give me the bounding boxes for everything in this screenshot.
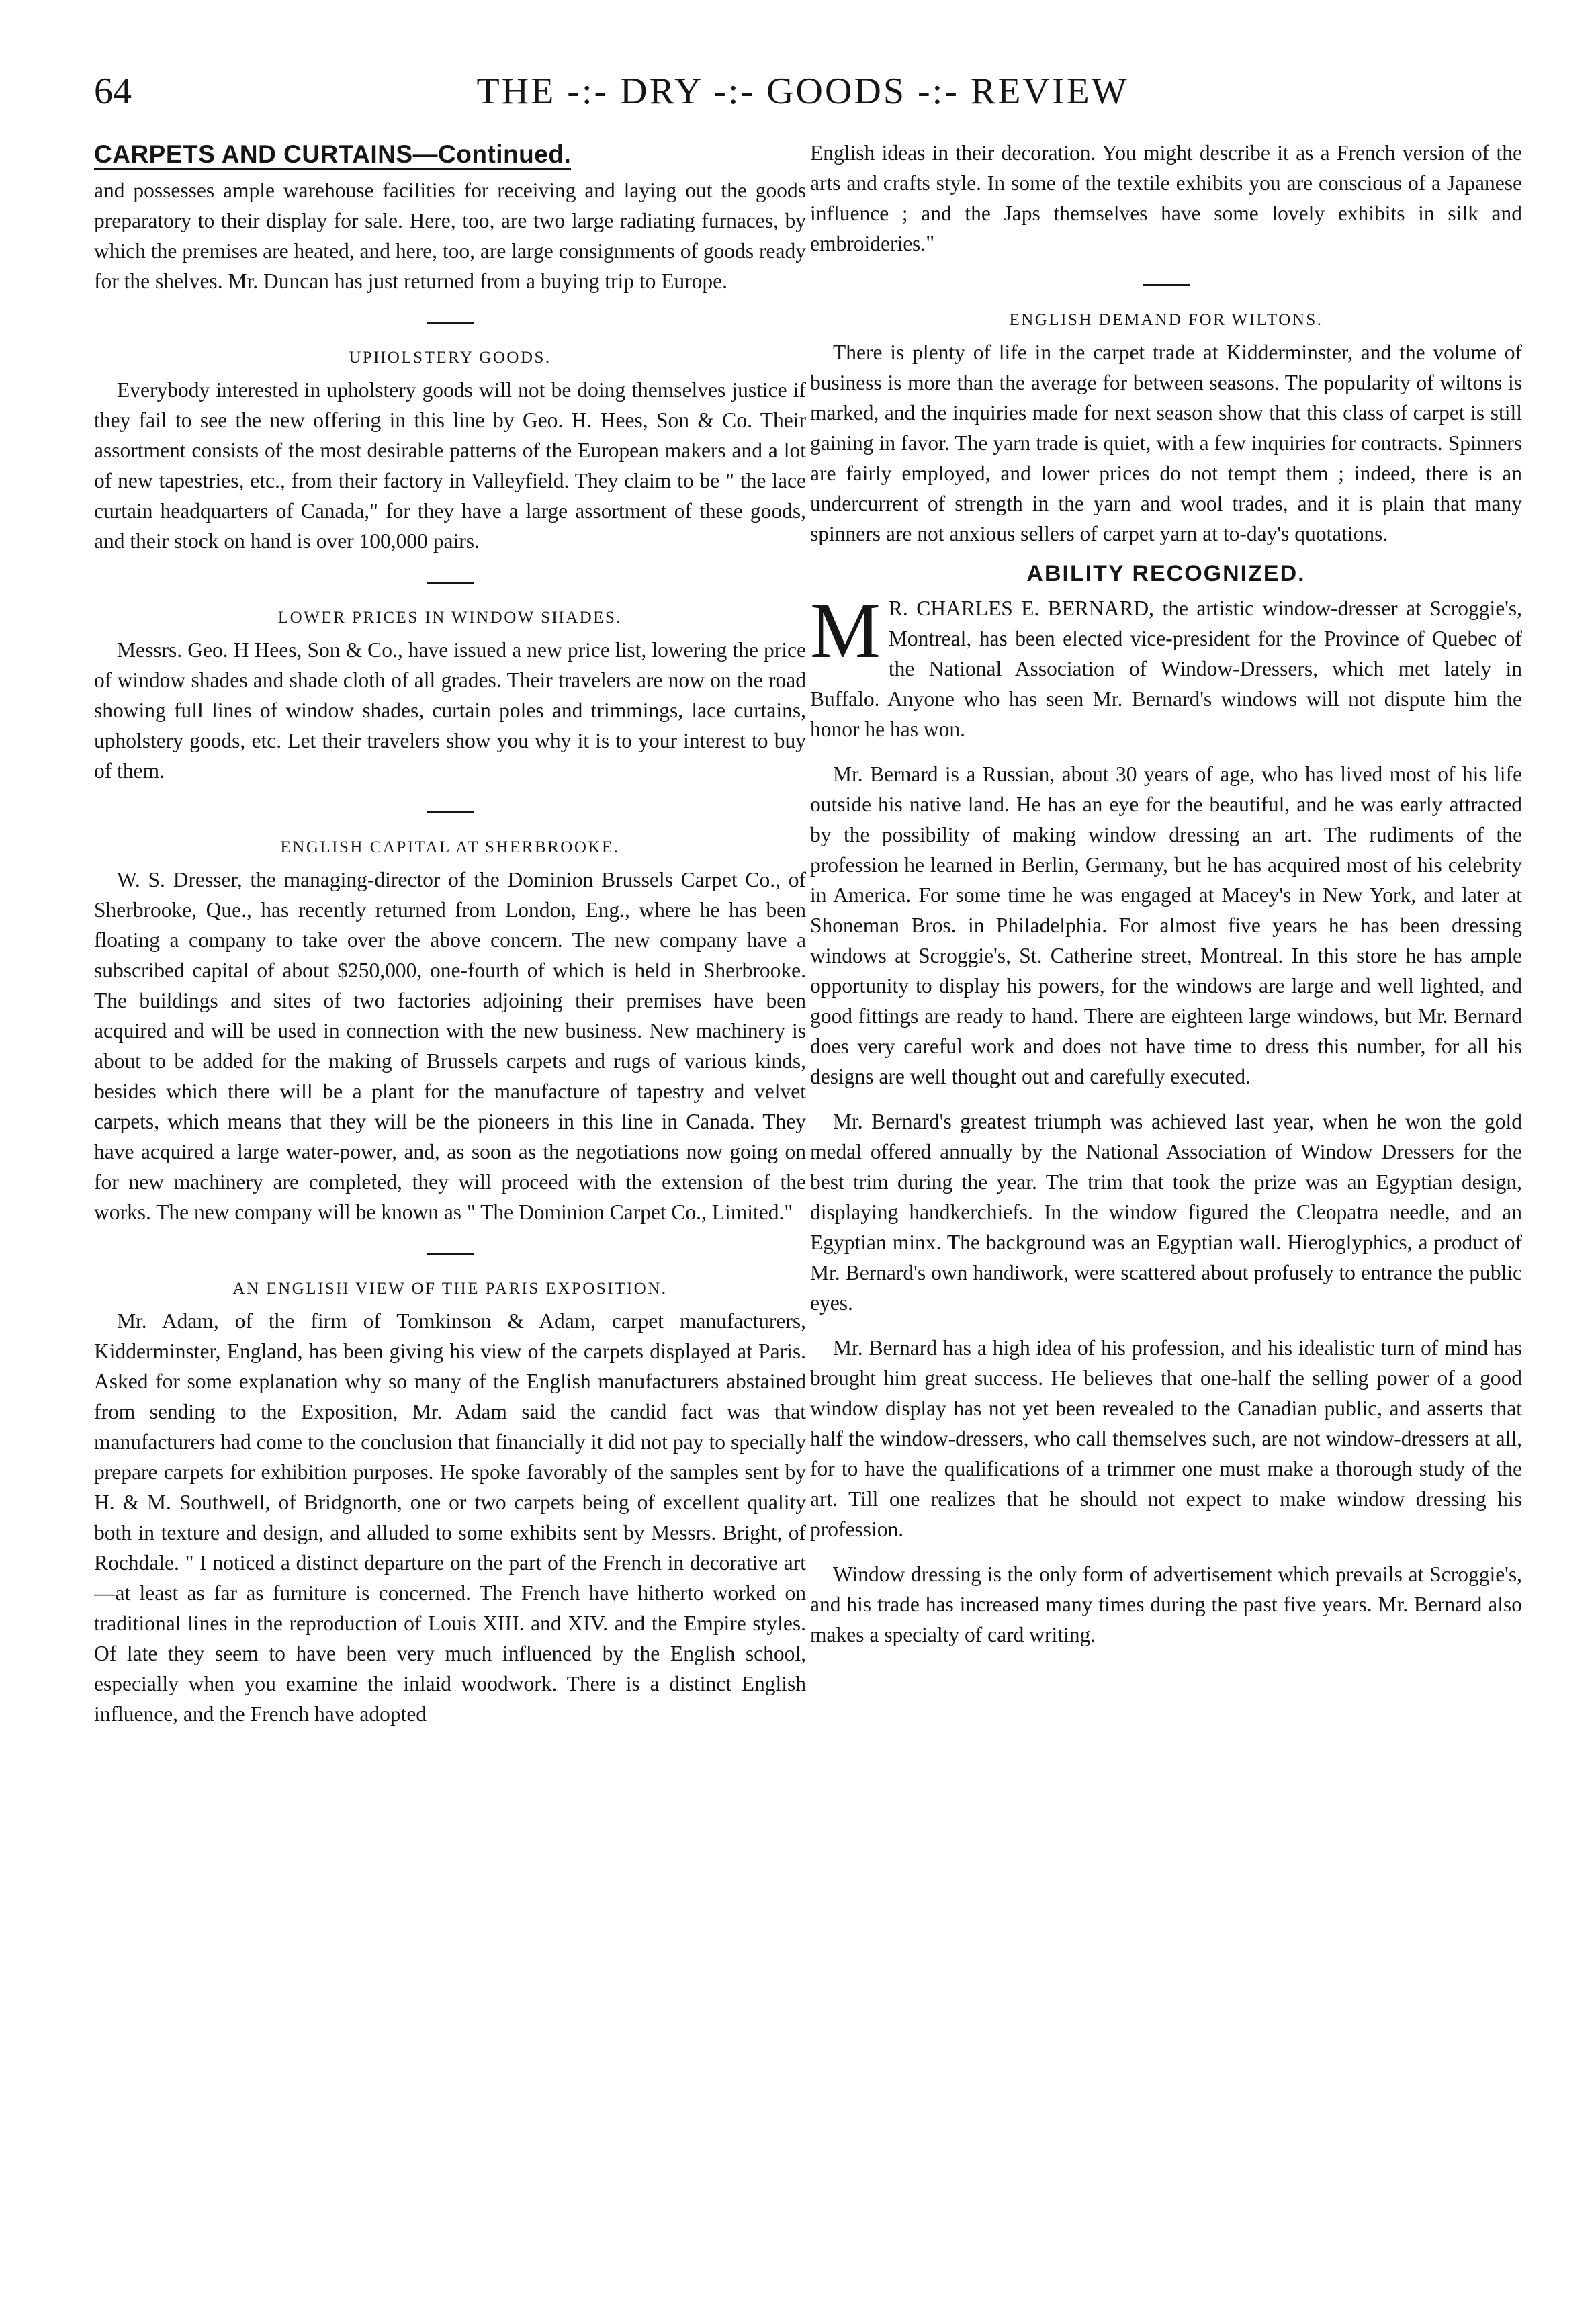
article-paragraph: Mr. Bernard is a Russian, about 30 years of age, who has lived most of his life outside his native land. He has an eye for the beautiful, and he was early attracted by the possibility of making window dressing an art. The rudiments of the profession he learned in Berlin, Germany, but he has acquired most of his celebrity in America. For some time he was engaged at Macey's in New York, and later at Shoneman Bros. in Philadelphia. For almost five years he has been dressing windows at Scroggie's, St. Catherine street, Montreal. In this store he has ample opportunity to display his powers, for the windows are large and well lighted, and good fittings are ready to hand. There are eighteen large windows, but Mr. Bernard does very careful work and does not have time to dress this number, for all his designs are well thought out and carefully executed.	[810, 762, 1522, 1088]
section-divider	[427, 582, 474, 584]
continued-paragraph: English ideas in their decoration. You might describe it as a French version of the arts and crafts style. In some of the textile exhibits you are conscious of a Japanese influence ; and the Japs themselves have some lovely exhibits in silk and embroideries."	[810, 141, 1522, 255]
page-header	[94, 64, 1511, 118]
article-ability-recognized	[810, 558, 1522, 1650]
article-window-shades	[94, 605, 806, 786]
article-paragraph: Mr. Bernard's greatest triumph was achieved last year, when he won the gold medal offered annually by the National Association of Window Dressers for the best trim during the year. The trim that took the prize was an Egyptian design, displaying handkerchiefs. In the window figured the Cleopatra needle, and an Egyptian minx. The background was an Egyptian wall. Hieroglyphics, a product of Mr. Bernard's own handiwork, were scattered about profusely to entrance the public eyes.	[810, 1110, 1522, 1315]
article-paragraph: Mr. Bernard has a high idea of his profession, and his idealistic turn of mind has brought him great success. He believes that one-half the selling power of a good window display has not yet been revealed to the Canadian public, and asserts that half the window-dressers, who call themselves such, are not window-dressers at all, for to have the qualifications of a trimmer one must make a thorough study of the art. Till one realizes that he should not expect to make window dressing his profession.	[810, 1336, 1522, 1541]
article-paragraph: Everybody interested in upholstery goods will not be doing themselves justice if they fail to see the new offering in this line by Geo. H. Hees, Son & Co. Their assortment consists of the most desirable patterns of the European makers and a lot of new tapestries, etc., from their factory in Valleyfield. They claim to be " the lace curtain headquarters of Canada," for they have a large assortment of these goods, and their stock on hand is over 100,000 pairs.	[94, 378, 806, 553]
right-column	[810, 138, 1522, 2227]
article-paragraph: W. S. Dresser, the managing-director of the Dominion Brussels Carpet Co., of Sherbrooke, Que., has recently returned from London, Eng., where he has been floating a company to take over the above concern. The new company have a subscribed capital of about $250,000, one-fourth of which is held in Sherbrooke. The buildings and sites of two factories adjoining their premises have been acquired and will be used in connection with the new business. New machinery is about to be added for the making of Brussels carpets and rugs of various kinds, besides which there will be a plant for the manufacture of tapestry and velvet carpets, which means that they will be the pioneers in this line in Canada. They have acquired a large water-power, and, as soon as the negotiations now going on for new machinery are completed, they will proceed with the extension of the works. The new company will be known as " The Dominion Carpet Co., Limited."	[94, 868, 806, 1224]
section-divider	[427, 322, 474, 324]
article-paris-exposition	[94, 1276, 806, 1729]
article-heading: ABILITY RECOGNIZED.	[1026, 561, 1306, 586]
article-heading: ENGLISH DEMAND FOR WILTONS.	[1009, 311, 1323, 329]
drop-cap: M	[810, 586, 881, 674]
article-heading: UPHOLSTERY GOODS.	[349, 349, 551, 367]
article-paragraph: There is plenty of life in the carpet trade at Kidderminster, and the volume of business is more than the average for between seasons. The popularity of wiltons is marked, and the inquiries made for next season show that this class of carpet is still gaining in favor. The yarn trade is quiet, with a few inquiries for contracts. Spinners are fairly employed, and lower prices do not tempt them ; indeed, there is an undercurrent of strength in the yarn and wool trades, and it is plain that many spinners are not anxious sellers of carpet yarn at to-day's quotations.	[810, 341, 1522, 545]
article-wiltons	[810, 308, 1522, 549]
publication-title: THE -:- DRY -:- GOODS -:- REVIEW	[476, 71, 1129, 112]
left-column	[94, 138, 806, 2227]
page-number: 64	[94, 71, 132, 112]
intro-paragraph: and possesses ample warehouse facilities for receiving and laying out the goods preparatory to their display for sale. Here, too, are two large radiating furnaces, by which the premises are heated, and here, too, are large consignments of goods ready for the shelves. Mr. Duncan has just returned from a buying trip to Europe.	[94, 179, 806, 293]
article-upholstery	[94, 345, 806, 556]
lead-paragraph-text: R. CHARLES E. BERNARD, the artistic window-dresser at Scroggie's, Montreal, has been elected vice-president for the Province of Quebec of the National Association of Window-Dressers, which met lately in Buffalo. Anyone who has seen Mr. Bernard's windows will not dispute him the honor he has won.	[810, 596, 1522, 741]
section-divider	[427, 811, 474, 813]
section-heading: CARPETS AND CURTAINS—Continued.	[94, 138, 806, 171]
article-heading: AN ENGLISH VIEW OF THE PARIS EXPOSITION.	[232, 1280, 668, 1298]
article-sherbrooke	[94, 835, 806, 1227]
article-paragraph: Mr. Adam, of the firm of Tomkinson & Adam, carpet manufacturers, Kidderminster, England, has been giving his view of the carpets displayed at Paris. Asked for some explanation why so many of the English manufacturers abstained from sending to the Exposition, Mr. Adam said the candid fact was that manufacturers had come to the conclusion that financially it did not pay to specially prepare carpets for exhibition purposes. He spoke favorably of the samples sent by H. & M. Southwell, of Bridgnorth, one or two carpets being of excellent quality both in texture and design, and alluded to some exhibits sent by Messrs. Bright, of Rochdale. " I noticed a distinct departure on the part of the French in decorative art —at least as far as furniture is concerned. The French have hitherto worked on traditional lines in the reproduction of Louis XIII. and XIV. and the Empire styles. Of late they seem to have been very much influenced by the English school, especially when you examine the inlaid woodwork. There is a distinct English influence, and the French have adopted	[94, 1309, 806, 1726]
article-paragraph: Window dressing is the only form of advertisement which prevails at Scroggie's, and his trade has increased many times during the past five years. Mr. Bernard also makes a specialty of card writing.	[810, 1562, 1522, 1646]
section-divider	[427, 1253, 474, 1255]
article-heading: ENGLISH CAPITAL AT SHERBROOKE.	[280, 838, 620, 856]
article-paragraph: Messrs. Geo. H Hees, Son & Co., have issued a new price list, lowering the price of window shades and shade cloth of all grades. Their travelers are now on the road showing full lines of window shades, curtain poles and trimmings, lace curtains, upholstery goods, etc. Let their travelers show you why it is to your interest to buy of them.	[94, 638, 806, 783]
section-divider	[1143, 284, 1190, 286]
lead-paragraph	[810, 586, 1522, 744]
article-heading: LOWER PRICES IN WINDOW SHADES.	[277, 609, 623, 627]
